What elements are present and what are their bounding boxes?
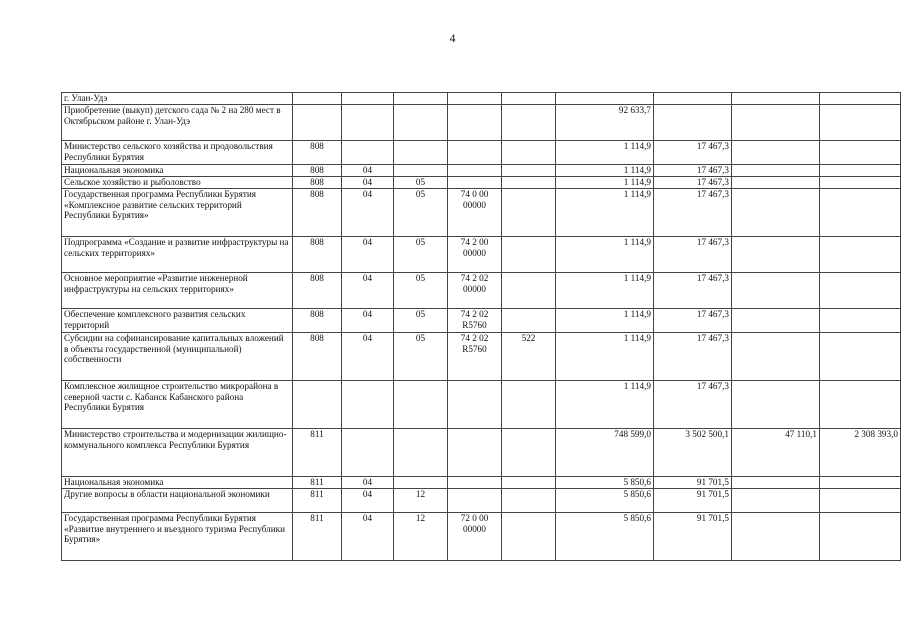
row-name-cell: Обеспечение комплексного развития сельских территорий (62, 309, 293, 333)
row-expense-cell (502, 309, 556, 333)
table-row (62, 93, 901, 105)
row-name-cell: г. Улан-Удэ (62, 93, 293, 105)
table-row (62, 237, 901, 273)
row-value3-cell (732, 177, 820, 189)
row-value4-cell (820, 93, 901, 105)
row-value4-cell (820, 333, 901, 381)
row-value3-cell (732, 237, 820, 273)
row-section-cell: 04 (342, 333, 394, 381)
page-number: 4 (449, 31, 456, 45)
row-value1-cell: 1 114,9 (556, 309, 654, 333)
row-target-cell (448, 429, 502, 477)
row-section-cell: 04 (342, 165, 394, 177)
table-row (62, 189, 901, 237)
row-name-cell: Государственная программа Республики Бурятия «Развитие внутреннего и въездного туризма Республики Бурятия» (62, 513, 293, 561)
row-value1-cell: 5 850,6 (556, 477, 654, 489)
row-value2-cell: 17 467,3 (654, 141, 732, 165)
table-row (62, 489, 901, 513)
row-subsection-cell (394, 381, 448, 429)
row-value4-cell (820, 513, 901, 561)
row-subsection-cell (394, 141, 448, 165)
row-section-cell (342, 141, 394, 165)
row-expense-cell (502, 93, 556, 105)
row-expense-cell: 522 (502, 333, 556, 381)
row-expense-cell (502, 489, 556, 513)
row-name-cell: Национальная экономика (62, 165, 293, 177)
row-target-cell: 74 0 00 00000 (448, 189, 502, 237)
row-section-cell (342, 93, 394, 105)
row-target-cell: 74 2 02 R5760 (448, 309, 502, 333)
row-value2-cell: 17 467,3 (654, 381, 732, 429)
row-value4-cell (820, 309, 901, 333)
row-section-cell (342, 105, 394, 141)
row-subsection-cell (394, 165, 448, 177)
row-target-cell (448, 381, 502, 429)
row-value2-cell: 17 467,3 (654, 165, 732, 177)
row-subsection-cell (394, 477, 448, 489)
row-value3-cell (732, 189, 820, 237)
row-section-cell (342, 381, 394, 429)
row-section-cell: 04 (342, 189, 394, 237)
row-value2-cell: 17 467,3 (654, 237, 732, 273)
row-code-cell (293, 381, 342, 429)
row-target-cell (448, 489, 502, 513)
row-value4-cell (820, 237, 901, 273)
row-value3-cell (732, 381, 820, 429)
row-section-cell: 04 (342, 489, 394, 513)
row-target-cell (448, 105, 502, 141)
row-value2-cell: 17 467,3 (654, 333, 732, 381)
row-value3-cell (732, 309, 820, 333)
row-value2-cell: 17 467,3 (654, 189, 732, 237)
row-value3-cell (732, 273, 820, 309)
table-row (62, 429, 901, 477)
row-code-cell: 808 (293, 333, 342, 381)
row-value3-cell: 47 110,1 (732, 429, 820, 477)
row-value2-cell: 91 701,5 (654, 513, 732, 561)
row-target-cell: 74 2 02 R5760 (448, 333, 502, 381)
row-target-cell (448, 177, 502, 189)
row-value1-cell: 1 114,9 (556, 177, 654, 189)
row-value1-cell: 1 114,9 (556, 273, 654, 309)
budget-table (61, 92, 901, 561)
row-code-cell: 811 (293, 477, 342, 489)
row-value2-cell: 17 467,3 (654, 273, 732, 309)
table-row (62, 141, 901, 165)
row-name-cell: Комплексное жилищное строительство микрорайона в северной части с. Кабанск Кабанского района Республики Бурятия (62, 381, 293, 429)
row-name-cell: Основное мероприятие «Развитие инженерной инфраструктуры на сельских территориях» (62, 273, 293, 309)
row-value2-cell: 17 467,3 (654, 309, 732, 333)
table-body (62, 93, 901, 561)
row-value3-cell (732, 165, 820, 177)
row-code-cell: 808 (293, 273, 342, 309)
row-value4-cell (820, 165, 901, 177)
row-expense-cell (502, 237, 556, 273)
row-value4-cell (820, 177, 901, 189)
row-target-cell (448, 477, 502, 489)
row-section-cell: 04 (342, 273, 394, 309)
row-value1-cell: 1 114,9 (556, 141, 654, 165)
row-section-cell: 04 (342, 237, 394, 273)
row-section-cell: 04 (342, 309, 394, 333)
row-name-cell: Министерство строительства и модернизации жилищно-коммунального комплекса Республики Бурятия (62, 429, 293, 477)
row-value2-cell (654, 93, 732, 105)
row-value3-cell (732, 141, 820, 165)
row-subsection-cell (394, 429, 448, 477)
row-target-cell (448, 93, 502, 105)
row-section-cell (342, 429, 394, 477)
row-target-cell: 74 2 02 00000 (448, 273, 502, 309)
row-code-cell: 808 (293, 237, 342, 273)
row-name-cell: Государственная программа Республики Бурятия «Комплексное развитие сельских территорий Республики Бурятия» (62, 189, 293, 237)
row-code-cell: 811 (293, 429, 342, 477)
row-subsection-cell (394, 93, 448, 105)
row-expense-cell (502, 177, 556, 189)
row-expense-cell (502, 429, 556, 477)
row-expense-cell (502, 189, 556, 237)
row-section-cell: 04 (342, 477, 394, 489)
table-row (62, 381, 901, 429)
row-code-cell: 811 (293, 489, 342, 513)
row-value1-cell: 1 114,9 (556, 165, 654, 177)
row-subsection-cell: 12 (394, 489, 448, 513)
row-value3-cell (732, 489, 820, 513)
row-value4-cell (820, 273, 901, 309)
row-target-cell (448, 165, 502, 177)
row-subsection-cell: 05 (394, 189, 448, 237)
row-value4-cell (820, 105, 901, 141)
row-code-cell: 808 (293, 189, 342, 237)
row-name-cell: Другие вопросы в области национальной экономики (62, 489, 293, 513)
row-code-cell (293, 105, 342, 141)
row-section-cell: 04 (342, 177, 394, 189)
row-subsection-cell: 05 (394, 237, 448, 273)
table-row (62, 273, 901, 309)
row-code-cell: 808 (293, 141, 342, 165)
row-subsection-cell: 05 (394, 309, 448, 333)
table-row (62, 165, 901, 177)
row-code-cell: 808 (293, 309, 342, 333)
row-value1-cell: 1 114,9 (556, 333, 654, 381)
table-row (62, 177, 901, 189)
row-name-cell: Национальная экономика (62, 477, 293, 489)
row-value3-cell (732, 105, 820, 141)
row-expense-cell (502, 273, 556, 309)
row-target-cell (448, 141, 502, 165)
row-name-cell: Приобретение (выкуп) детского сада № 2 на 280 мест в Октябрьском районе г. Улан-Удэ (62, 105, 293, 141)
row-value3-cell (732, 513, 820, 561)
row-value1-cell: 1 114,9 (556, 381, 654, 429)
table-row (62, 477, 901, 489)
row-subsection-cell (394, 105, 448, 141)
row-expense-cell (502, 105, 556, 141)
row-code-cell: 808 (293, 165, 342, 177)
row-value4-cell (820, 489, 901, 513)
row-subsection-cell: 12 (394, 513, 448, 561)
row-name-cell: Сельское хозяйство и рыболовство (62, 177, 293, 189)
row-value2-cell: 17 467,3 (654, 177, 732, 189)
row-subsection-cell: 05 (394, 177, 448, 189)
row-section-cell: 04 (342, 513, 394, 561)
row-name-cell: Подпрограмма «Создание и развитие инфраструктуры на сельских территориях» (62, 237, 293, 273)
row-value1-cell (556, 93, 654, 105)
row-value1-cell: 748 599,0 (556, 429, 654, 477)
row-value4-cell (820, 381, 901, 429)
row-value2-cell: 91 701,5 (654, 489, 732, 513)
row-value1-cell: 1 114,9 (556, 237, 654, 273)
table-row (62, 513, 901, 561)
table-row (62, 309, 901, 333)
row-subsection-cell: 05 (394, 273, 448, 309)
row-value2-cell: 91 701,5 (654, 477, 732, 489)
table-row (62, 105, 901, 141)
row-code-cell: 811 (293, 513, 342, 561)
row-expense-cell (502, 477, 556, 489)
row-code-cell: 808 (293, 177, 342, 189)
row-code-cell (293, 93, 342, 105)
row-expense-cell (502, 165, 556, 177)
row-target-cell: 72 0 00 00000 (448, 513, 502, 561)
row-value4-cell (820, 477, 901, 489)
row-value1-cell: 92 633,7 (556, 105, 654, 141)
row-value3-cell (732, 477, 820, 489)
row-expense-cell (502, 381, 556, 429)
table-row (62, 333, 901, 381)
row-value1-cell: 5 850,6 (556, 513, 654, 561)
row-value1-cell: 5 850,6 (556, 489, 654, 513)
row-target-cell: 74 2 00 00000 (448, 237, 502, 273)
row-value4-cell (820, 141, 901, 165)
row-value4-cell (820, 189, 901, 237)
row-value1-cell: 1 114,9 (556, 189, 654, 237)
row-value4-cell: 2 308 393,0 (820, 429, 901, 477)
row-subsection-cell: 05 (394, 333, 448, 381)
row-value3-cell (732, 333, 820, 381)
row-value2-cell (654, 105, 732, 141)
row-value3-cell (732, 93, 820, 105)
row-name-cell: Субсидии на софинансирование капитальных вложений в объекты государственной (муниципальной) собственности (62, 333, 293, 381)
row-name-cell: Министерство сельского хозяйства и продовольствия Республики Бурятия (62, 141, 293, 165)
row-expense-cell (502, 141, 556, 165)
row-value2-cell: 3 502 500,1 (654, 429, 732, 477)
row-expense-cell (502, 513, 556, 561)
